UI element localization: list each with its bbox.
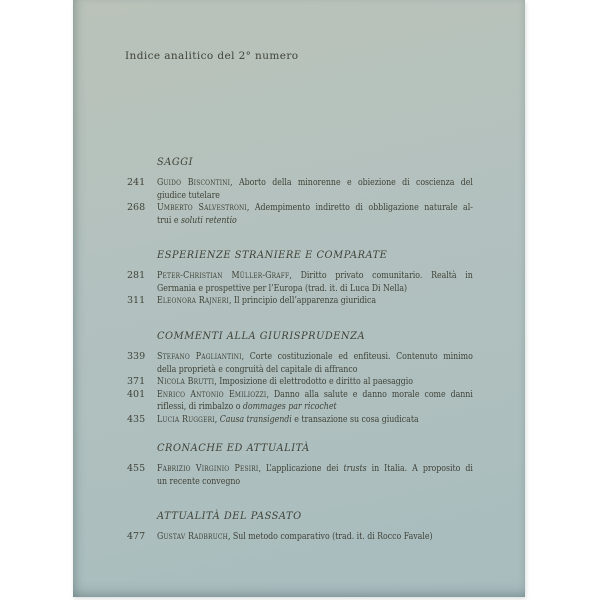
toc-section (127, 249, 532, 308)
entry-line (157, 414, 473, 427)
entry-text-segment: , Sul metodo comparativo (trad. it. di Rocco Favale) (227, 531, 433, 542)
entry-text-segment: Enrico Antonio Emiliozzi (157, 388, 267, 400)
entry-text-segment: Lucia Ruggeri (157, 413, 215, 425)
entry-line (157, 283, 473, 296)
entry-text-column (157, 389, 473, 414)
section-entries (127, 463, 532, 488)
entry-page-number: 435 (127, 413, 146, 425)
section-entries (127, 351, 532, 427)
entry-text-column (157, 202, 473, 227)
toc-section (127, 442, 532, 488)
entry-text (157, 270, 473, 295)
toc-entry (127, 202, 532, 227)
entry-text (157, 351, 473, 376)
entry-text-segment: soluti retentio (180, 214, 237, 226)
entry-text (157, 414, 473, 427)
section-entries (127, 531, 532, 544)
entry-text-segment: , Corte costituzionale ed enfiteusi. Contenuto minimo (241, 351, 473, 362)
entry-page-number: 371 (127, 376, 146, 388)
entry-text (157, 531, 473, 544)
entry-text-column (157, 295, 473, 308)
entry-line (157, 190, 473, 203)
toc-section (127, 510, 532, 544)
entry-text-segment: Stefano Pagliantini (157, 351, 242, 362)
entry-page-number: 241 (127, 177, 146, 188)
entry-text-segment: , L’applicazione dei (258, 463, 344, 474)
entry-text-segment: , (214, 413, 220, 425)
section-heading: COMMENTI ALLA GIURISPRUDENZA (157, 331, 366, 342)
entry-text-segment: Fabrizio Virginio Pesiri (157, 463, 259, 474)
entry-text-segment: Nicola Brutti (157, 376, 215, 388)
toc-entry (127, 177, 532, 202)
entry-text-segment: trui e (157, 214, 181, 226)
section-entries (127, 177, 532, 227)
entry-text-segment: e transazione su cosa giudicata (291, 413, 419, 425)
entry-text-segment: Guido Biscontini (157, 177, 231, 188)
entry-line (157, 295, 473, 308)
entry-line (157, 463, 473, 476)
entry-page-number: 477 (127, 531, 146, 542)
entry-page-number: 281 (127, 270, 146, 281)
entry-text (157, 202, 473, 227)
entry-line (157, 177, 473, 190)
entry-line (157, 364, 473, 377)
entry-line (157, 376, 473, 389)
entry-text-segment: Umberto Salvestroni (157, 202, 247, 214)
entry-text-segment: dommages par ricochet (242, 401, 337, 413)
entry-text (157, 295, 473, 308)
section-heading: CRONACHE ED ATTUALITÀ (157, 443, 310, 454)
toc-entry (127, 295, 532, 308)
section-heading: ESPERIENZE STRANIERE E COMPARATE (157, 250, 388, 261)
entry-text-segment: , Diritto privato comunitario. Realtà in (289, 270, 473, 281)
entry-text-segment: , Danno alla salute e danno morale come danni (266, 388, 473, 400)
entry-text-segment: riflessi, di rimbalzo o (157, 401, 243, 413)
entry-text-column (157, 531, 473, 544)
toc-section (127, 156, 532, 227)
entry-text-segment: , Il principio dell’apparenza giuridica (228, 295, 377, 307)
page-header: Indice analitico del 2° numero (125, 50, 299, 62)
toc-entry (127, 389, 532, 414)
entry-text-segment: trusts (343, 463, 367, 474)
toc-entry (127, 351, 532, 376)
book-page (73, 0, 525, 597)
entry-line (157, 389, 473, 402)
entry-line (157, 401, 473, 414)
entry-line (157, 270, 473, 283)
entry-text-segment: Germania e prospettive per l’Europa (trad. it. di Luca Di Nella) (157, 282, 408, 294)
toc-entry (127, 376, 532, 389)
entry-text (157, 463, 473, 488)
entry-text (157, 177, 473, 202)
entry-text-column (157, 414, 473, 427)
entry-text-column (157, 177, 473, 202)
entry-line (157, 476, 473, 489)
entry-text-segment: Peter-Christian Müller-Graff (157, 270, 290, 281)
entry-text-column (157, 463, 473, 488)
entry-page-number: 455 (127, 463, 146, 474)
entry-page-number: 311 (127, 295, 146, 307)
entry-text (157, 389, 473, 414)
toc-entry (127, 463, 532, 488)
entry-text-segment: un recente convegno (157, 475, 241, 487)
entry-page-number: 401 (127, 388, 146, 400)
entry-text-segment: , Adempimento indiretto di obbligazione naturale al- (246, 202, 473, 214)
entry-text-segment: , Aborto della minorenne e obiezione di coscienza del (230, 177, 473, 188)
entry-text-segment: , Imposizione di elettrodotto e diritto al paesaggio (214, 376, 414, 388)
entry-text (157, 376, 473, 389)
entry-line (157, 351, 473, 364)
entry-page-number: 268 (127, 202, 146, 214)
section-heading: SAGGI (157, 157, 194, 168)
entry-line (157, 215, 473, 228)
entry-text-segment: della proprietà e congruità del capitale di affranco (157, 363, 358, 375)
toc-entry (127, 414, 532, 427)
entry-text-segment: Causa transigendi (219, 413, 292, 425)
entry-text-segment: Eleonora Rajneri (157, 295, 229, 307)
toc-section (127, 330, 532, 427)
entry-line (157, 531, 473, 544)
toc-entry (127, 531, 532, 544)
entry-text-column (157, 270, 473, 295)
entry-line (157, 202, 473, 215)
entry-page-number: 339 (127, 351, 146, 362)
entry-text-column (157, 351, 473, 376)
section-heading: ATTUALITÀ DEL PASSATO (157, 511, 302, 522)
toc-entry (127, 270, 532, 295)
entry-text-segment: Gustav Radbruch (157, 531, 228, 542)
section-entries (127, 270, 532, 308)
entry-text-segment: in Italia. A proposito di (366, 463, 473, 474)
entry-text-column (157, 376, 473, 389)
entry-text-segment: giudice tutelare (157, 189, 220, 201)
